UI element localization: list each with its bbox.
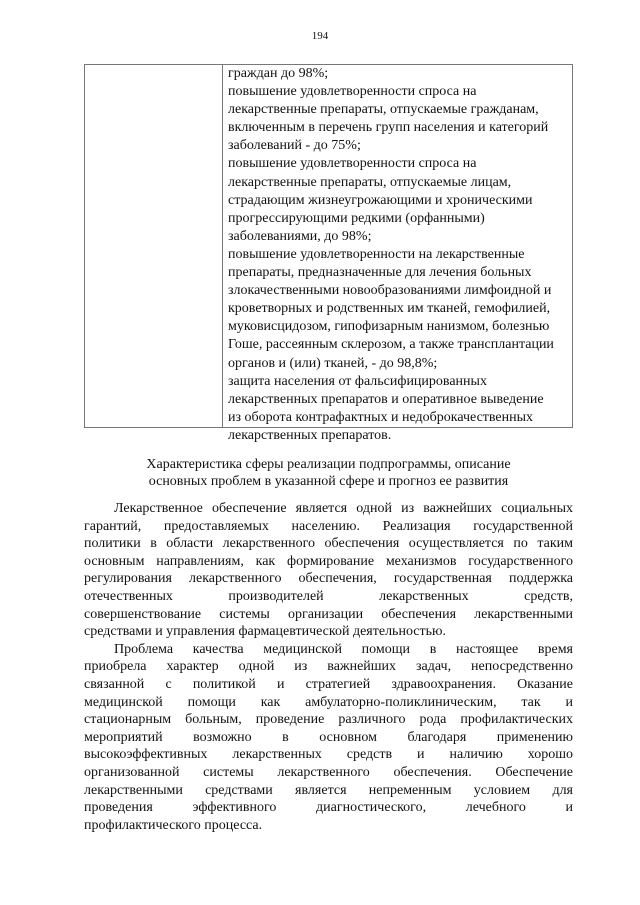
table-text-line: муковисцидозом, гипофизарным нанизмом, болезнью [228, 319, 550, 335]
paragraph-line: гарантий, предоставляемых населению. Реализация государственной [84, 518, 573, 534]
paragraph-line: медицинской помощи как амбулаторно-поликлиническим, так и [84, 694, 573, 710]
paragraph-line: организованной системы лекарственного обеспечения. Обеспечение [84, 764, 573, 780]
table-text-line: защита населения от фальсифицированных [228, 373, 487, 389]
table-text-line: повышение удовлетворенности на лекарственные [228, 246, 525, 262]
table-text-line: включенным в перечень групп населения и категорий [228, 120, 549, 136]
table-cell-left-empty [85, 65, 223, 427]
paragraph-line: регулирования лекарственного обеспечения, государственная поддержка [84, 571, 573, 587]
paragraph-line: высокоэффективных лекарственных средств и наличию хорошо [84, 747, 573, 763]
paragraph-drug-supply [84, 500, 573, 641]
page-number: 194 [311, 30, 329, 42]
paragraph-line: профилактического процесса. [84, 817, 263, 833]
table-text-line: прогрессирующими редкими (орфанными) [228, 210, 485, 226]
table-text-line: Гоше, рассеянным склерозом, а также трансплантации [228, 337, 554, 353]
paragraph-line: средствами и управления фармацевтической деятельностью. [84, 624, 446, 640]
paragraph-line: Проблема качества медицинской помощи в настоящее время [114, 641, 573, 657]
table-text-line: граждан до 98%; [228, 66, 329, 81]
table-text-line: страдающим жизнеугрожающими и хроническими [228, 192, 533, 208]
heading-line: Характеристика сферы реализации подпрограммы, описание [146, 457, 511, 472]
paragraph-line: совершенствование системы организации обеспечения лекарственными [84, 606, 573, 622]
paragraph-line: основным направлениям, как формирование механизмов государственного [84, 553, 573, 569]
paragraph-line: политики в области лекарственного обеспечения осуществляется по таким [84, 536, 573, 552]
paragraph-line: мероприятий возможно в основном благодаря применению [84, 729, 573, 745]
section-body [84, 500, 573, 834]
section-heading [84, 456, 573, 490]
table-text-line: злокачественными новообразованиями лимфоидной и [228, 283, 552, 299]
table-cell-target-indicators [223, 65, 572, 443]
paragraph-line: проведения эффективного диагностического, лечебного и [84, 800, 573, 816]
heading-line: основных проблем в указанной сфере и прогноз ее развития [148, 474, 509, 489]
paragraph-line: лекарственными средствами является непременным условием для [84, 782, 573, 798]
table-text-line: из оборота контрафактных и недоброкачественных [228, 409, 534, 425]
table-text-line: лекарственных препаратов и оперативное выведение [228, 391, 544, 407]
table-text-line: лекарственные препараты, отпускаемые лицам, [228, 174, 512, 190]
table-text-line: препараты, предназначенные для лечения больных [228, 265, 532, 281]
table-text-line: кроветворных и родственных им тканей, гемофилией, [228, 301, 551, 317]
subprogram-table [84, 64, 573, 443]
table-text-line: лекарственных препаратов. [228, 427, 392, 443]
paragraph-line: отечественных производителей лекарственных средств, [84, 588, 573, 604]
paragraph-line: связанной с политикой и стратегией здравоохранения. Оказание [84, 676, 573, 692]
paragraph-line: стационарным больным, проведение различного рода профилактических [84, 712, 573, 728]
table-text-line: заболеваний - до 75%; [228, 138, 361, 154]
table-text-line: повышение удовлетворенности спроса на [228, 156, 477, 172]
paragraph-quality-of-care [84, 641, 573, 835]
table-text-line: заболеваниями, до 98%; [228, 228, 372, 244]
table-text-line: органов и (или) тканей, - до 98,8%; [228, 355, 438, 371]
paragraph-line: приобрела характер одной из важнейших задач, непосредственно [84, 659, 573, 675]
table-text-line: повышение удовлетворенности спроса на [228, 84, 477, 100]
table-text-line: лекарственные препараты, отпускаемые гражданам, [228, 102, 539, 118]
paragraph-line: Лекарственное обеспечение является одной из важнейших социальных [114, 501, 573, 516]
